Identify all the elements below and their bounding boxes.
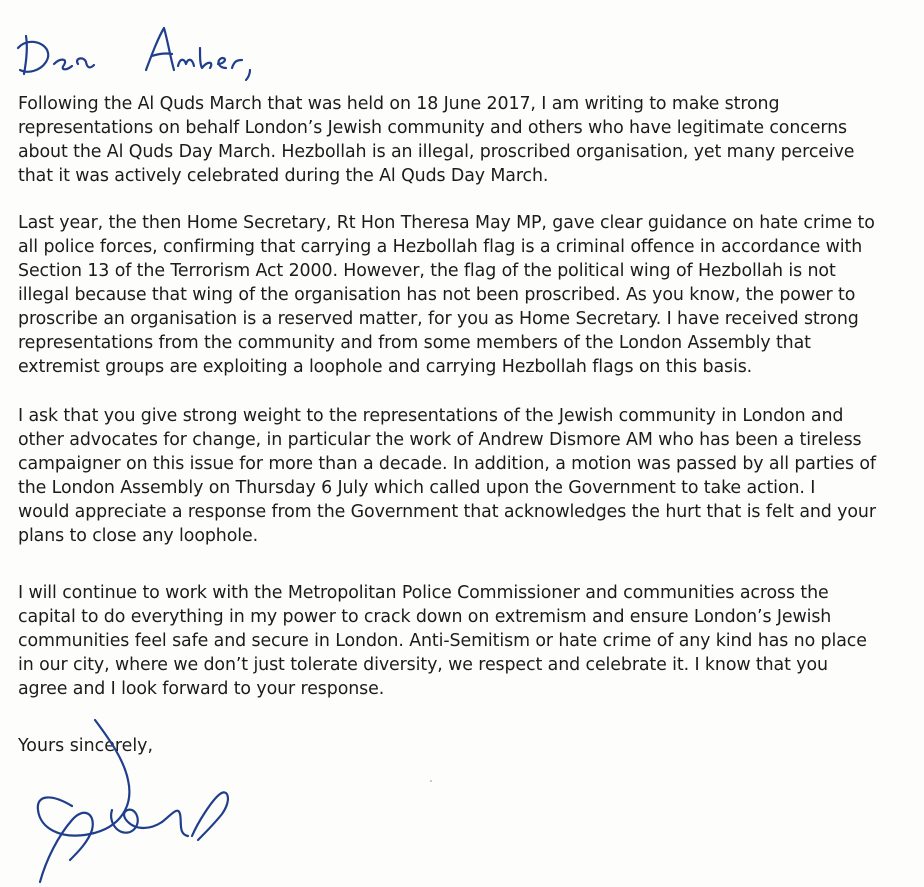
letter-paragraph-3: I ask that you give strong weight to the representations of the Jewish community in London and other advocates for change, in particular the work of Andrew Dismore AM who has been a tireless campaigner on this issue for more than a decade. In addition, a motion was passed by all parties of the London Assembly on Thursday 6 July which called upon the Government to take action. I would appreciate a response from the Government that acknowledges the hurt that is felt and your plans to close any loophole. — [18, 406, 876, 546]
letter-paragraph-1: Following the Al Quds March that was held on 18 June 2017, I am writing to make strong representations on behalf London’s Jewish community and others who have legitimate concerns about the Al Quds Day March. Hezbollah is an illegal, proscribed organisation, yet many perceive that it was actively celebrated during the Al Quds Day March. — [18, 94, 855, 186]
letter-paragraph-4: I will continue to work with the Metropolitan Police Commissioner and communities across the capital to do everything in my power to crack down on extremism and ensure London’s Jewish communities feel safe and secure in London. Anti-Semitism or hate crime of any kind has no place in our city, where we don’t just tolerate diversity, we respect and celebrate it. I know that you agree and I look forward to your response. — [18, 583, 867, 699]
handwritten-salutation — [14, 8, 294, 88]
paper-speck — [430, 780, 432, 782]
handwritten-signature — [0, 710, 260, 887]
closing-line: Yours sincerely, — [18, 736, 154, 756]
letter-paragraph-2: Last year, the then Home Secretary, Rt Hon Theresa May MP, gave clear guidance on hate crime to all police forces, confirming that carrying a Hezbollah flag is a criminal offence in accordance with Section 13 of the Terrorism Act 2000. However, the flag of the political wing of Hezbollah is not illegal because that wing of the organisation has not been proscribed. As you know, the power to proscribe an organisation is a reserved matter, for you as Home Secretary. I have received strong representations from the community and from some members of the London Assembly that extremist groups are exploiting a loophole and carrying Hezbollah flags on this basis. — [18, 213, 875, 377]
